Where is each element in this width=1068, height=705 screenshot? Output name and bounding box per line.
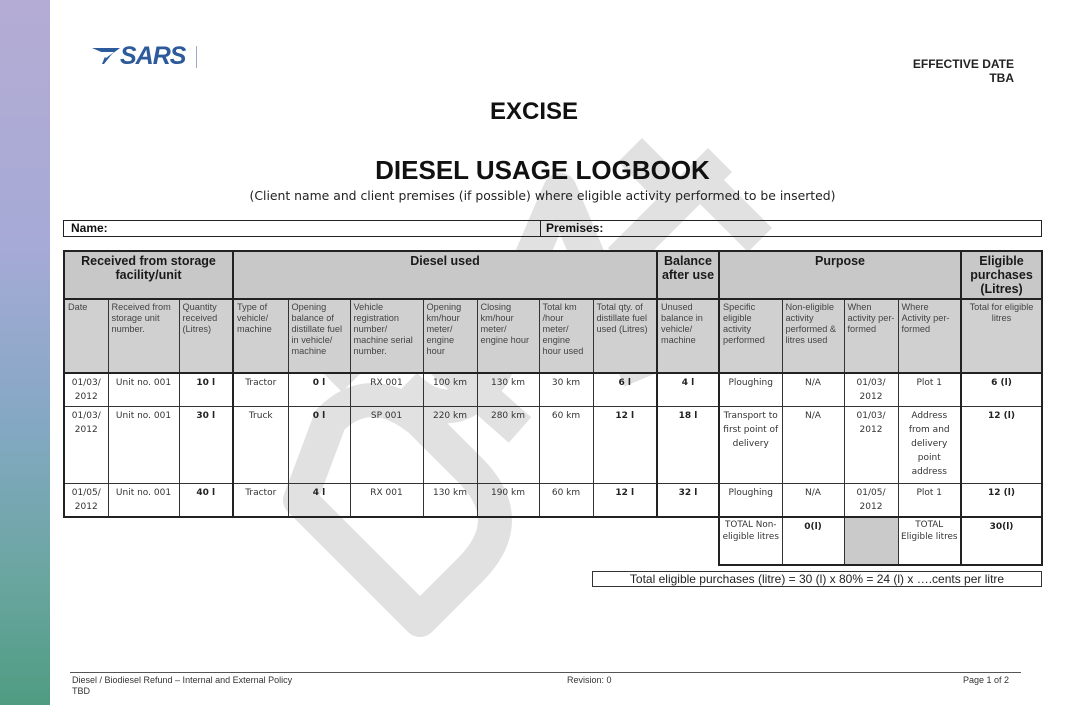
page-title: DIESEL USAGE LOGBOOK	[375, 155, 710, 185]
total-eligible-label: TOTAL Eligible litres	[898, 517, 961, 565]
cell-non-eligible: N/A	[782, 373, 844, 407]
column-header-row	[64, 299, 1042, 373]
cell-opening-km: 220 km	[423, 407, 477, 484]
total-non-eligible-label: TOTAL Non-eligible litres	[719, 517, 782, 565]
effective-date-block	[913, 57, 1014, 85]
col-when: When activity per-formed	[844, 299, 898, 373]
cell-activity: Transport to first point of delivery	[719, 407, 782, 484]
premises-field-label[interactable]: Premises:	[546, 221, 604, 235]
cell-unused: 18 l	[657, 407, 719, 484]
cell-when: 01/03/ 2012	[844, 407, 898, 484]
totals-blank-cell	[844, 517, 898, 565]
cell-opening-balance: 0 l	[288, 373, 350, 407]
group-header-row	[64, 251, 1042, 299]
col-opening-balance: Opening balance of distillate fuel in vehicle/ machine	[288, 299, 350, 373]
cell-total-km: 60 km	[539, 484, 593, 518]
cell-unused: 32 l	[657, 484, 719, 518]
cell-where: Address from and delivery point address	[898, 407, 961, 484]
cell-activity: Ploughing	[719, 484, 782, 518]
sars-swoosh-icon	[92, 46, 122, 66]
cell-opening-balance: 0 l	[288, 407, 350, 484]
field-divider	[540, 221, 541, 236]
table-row	[64, 484, 1042, 518]
cell-non-eligible: N/A	[782, 484, 844, 518]
cell-where: Plot 1	[898, 484, 961, 518]
cell-total-km: 30 km	[539, 373, 593, 407]
cell-opening-balance: 4 l	[288, 484, 350, 518]
footer-divider	[70, 672, 1021, 673]
cell-date: 01/05/ 2012	[64, 484, 108, 518]
cell-when: 01/03/ 2012	[844, 373, 898, 407]
col-vehicle-reg: Vehicle registration number/ machine serial number.	[350, 299, 423, 373]
group-balance: Balance after use	[657, 251, 719, 299]
cell-closing-km: 280 km	[477, 407, 539, 484]
total-non-eligible-value: 0(l)	[782, 517, 844, 565]
cell-quantity: 30 l	[179, 407, 233, 484]
col-total-km: Total km /hour meter/ engine hour used	[539, 299, 593, 373]
cell-unit: Unit no. 001	[108, 407, 179, 484]
cell-non-eligible: N/A	[782, 407, 844, 484]
cell-opening-km: 130 km	[423, 484, 477, 518]
group-diesel-used: Diesel used	[233, 251, 657, 299]
diesel-logbook-table	[63, 250, 1043, 566]
sars-logo-text: SARS	[120, 42, 186, 70]
cell-unit: Unit no. 001	[108, 373, 179, 407]
cell-quantity: 40 l	[179, 484, 233, 518]
col-received-unit: Received from storage unit number.	[108, 299, 179, 373]
cell-total-qty: 6 l	[593, 373, 657, 407]
col-non-eligible: Non-eligible activity performed & litres used	[782, 299, 844, 373]
table-row	[64, 407, 1042, 484]
logo-divider	[196, 46, 197, 68]
cell-eligible: 6 (l)	[961, 373, 1042, 407]
group-purpose: Purpose	[719, 251, 961, 299]
cell-type: Truck	[233, 407, 288, 484]
cell-quantity: 10 l	[179, 373, 233, 407]
department-title: EXCISE	[489, 98, 579, 125]
group-eligible: Eligible purchases (Litres)	[961, 251, 1042, 299]
cell-total-km: 60 km	[539, 407, 593, 484]
footer-policy-title: Diesel / Biodiesel Refund – Internal and External Policy	[72, 675, 293, 685]
col-type: Type of vehicle/ machine	[233, 299, 288, 373]
col-opening-km: Opening km/hour meter/ engine hour	[423, 299, 477, 373]
cell-total-qty: 12 l	[593, 407, 657, 484]
col-unused-balance: Unused balance in vehicle/ machine	[657, 299, 719, 373]
col-specific-activity: Specific eligible activity performed	[719, 299, 782, 373]
sars-logo	[92, 44, 202, 70]
total-eligible-value: 30(l)	[961, 517, 1042, 565]
cell-unit: Unit no. 001	[108, 484, 179, 518]
col-quantity: Quantity received (Litres)	[179, 299, 233, 373]
footer-page-number: Page 1 of 2	[963, 675, 1010, 685]
name-field-label[interactable]: Name:	[71, 221, 108, 235]
cell-vehicle-reg: RX 001	[350, 484, 423, 518]
cell-date: 01/03/ 2012	[64, 373, 108, 407]
cell-where: Plot 1	[898, 373, 961, 407]
effective-date-label: EFFECTIVE DATE	[912, 57, 1014, 71]
effective-date-value: TBA	[989, 71, 1014, 85]
cell-closing-km: 130 km	[477, 373, 539, 407]
table-row	[64, 373, 1042, 407]
cell-date: 01/03/ 2012	[64, 407, 108, 484]
footer-left	[72, 675, 292, 697]
cell-eligible: 12 (l)	[961, 484, 1042, 518]
cell-vehicle-reg: SP 001	[350, 407, 423, 484]
name-premises-fields	[63, 220, 1042, 237]
cell-closing-km: 190 km	[477, 484, 539, 518]
col-closing-km: Closing km/hour meter/ engine hour	[477, 299, 539, 373]
eligible-purchases-calculation: Total eligible purchases (litre) = 30 (l) x 80% = 24 (l) x ….cents per litre	[592, 571, 1042, 587]
cell-type: Tractor	[233, 484, 288, 518]
cell-activity: Ploughing	[719, 373, 782, 407]
cell-unused: 4 l	[657, 373, 719, 407]
totals-row	[64, 517, 1042, 565]
footer-tbd: TBD	[72, 686, 90, 696]
col-where: Where Activity per-formed	[898, 299, 961, 373]
footer-revision: Revision: 0	[567, 675, 612, 685]
col-date: Date	[64, 299, 108, 373]
cell-when: 01/05/ 2012	[844, 484, 898, 518]
col-total-eligible: Total for eligible litres	[961, 299, 1042, 373]
cell-total-qty: 12 l	[593, 484, 657, 518]
totals-spacer	[64, 517, 719, 565]
cell-type: Tractor	[233, 373, 288, 407]
cell-vehicle-reg: RX 001	[350, 373, 423, 407]
page-subtitle: (Client name and client premises (if possible) where eligible activity performed to be inserted)	[249, 188, 836, 203]
col-total-qty: Total qty. of distillate fuel used (Litres)	[593, 299, 657, 373]
group-received: Received from storage facility/unit	[64, 251, 233, 299]
cell-eligible: 12 (l)	[961, 407, 1042, 484]
cell-opening-km: 100 km	[423, 373, 477, 407]
